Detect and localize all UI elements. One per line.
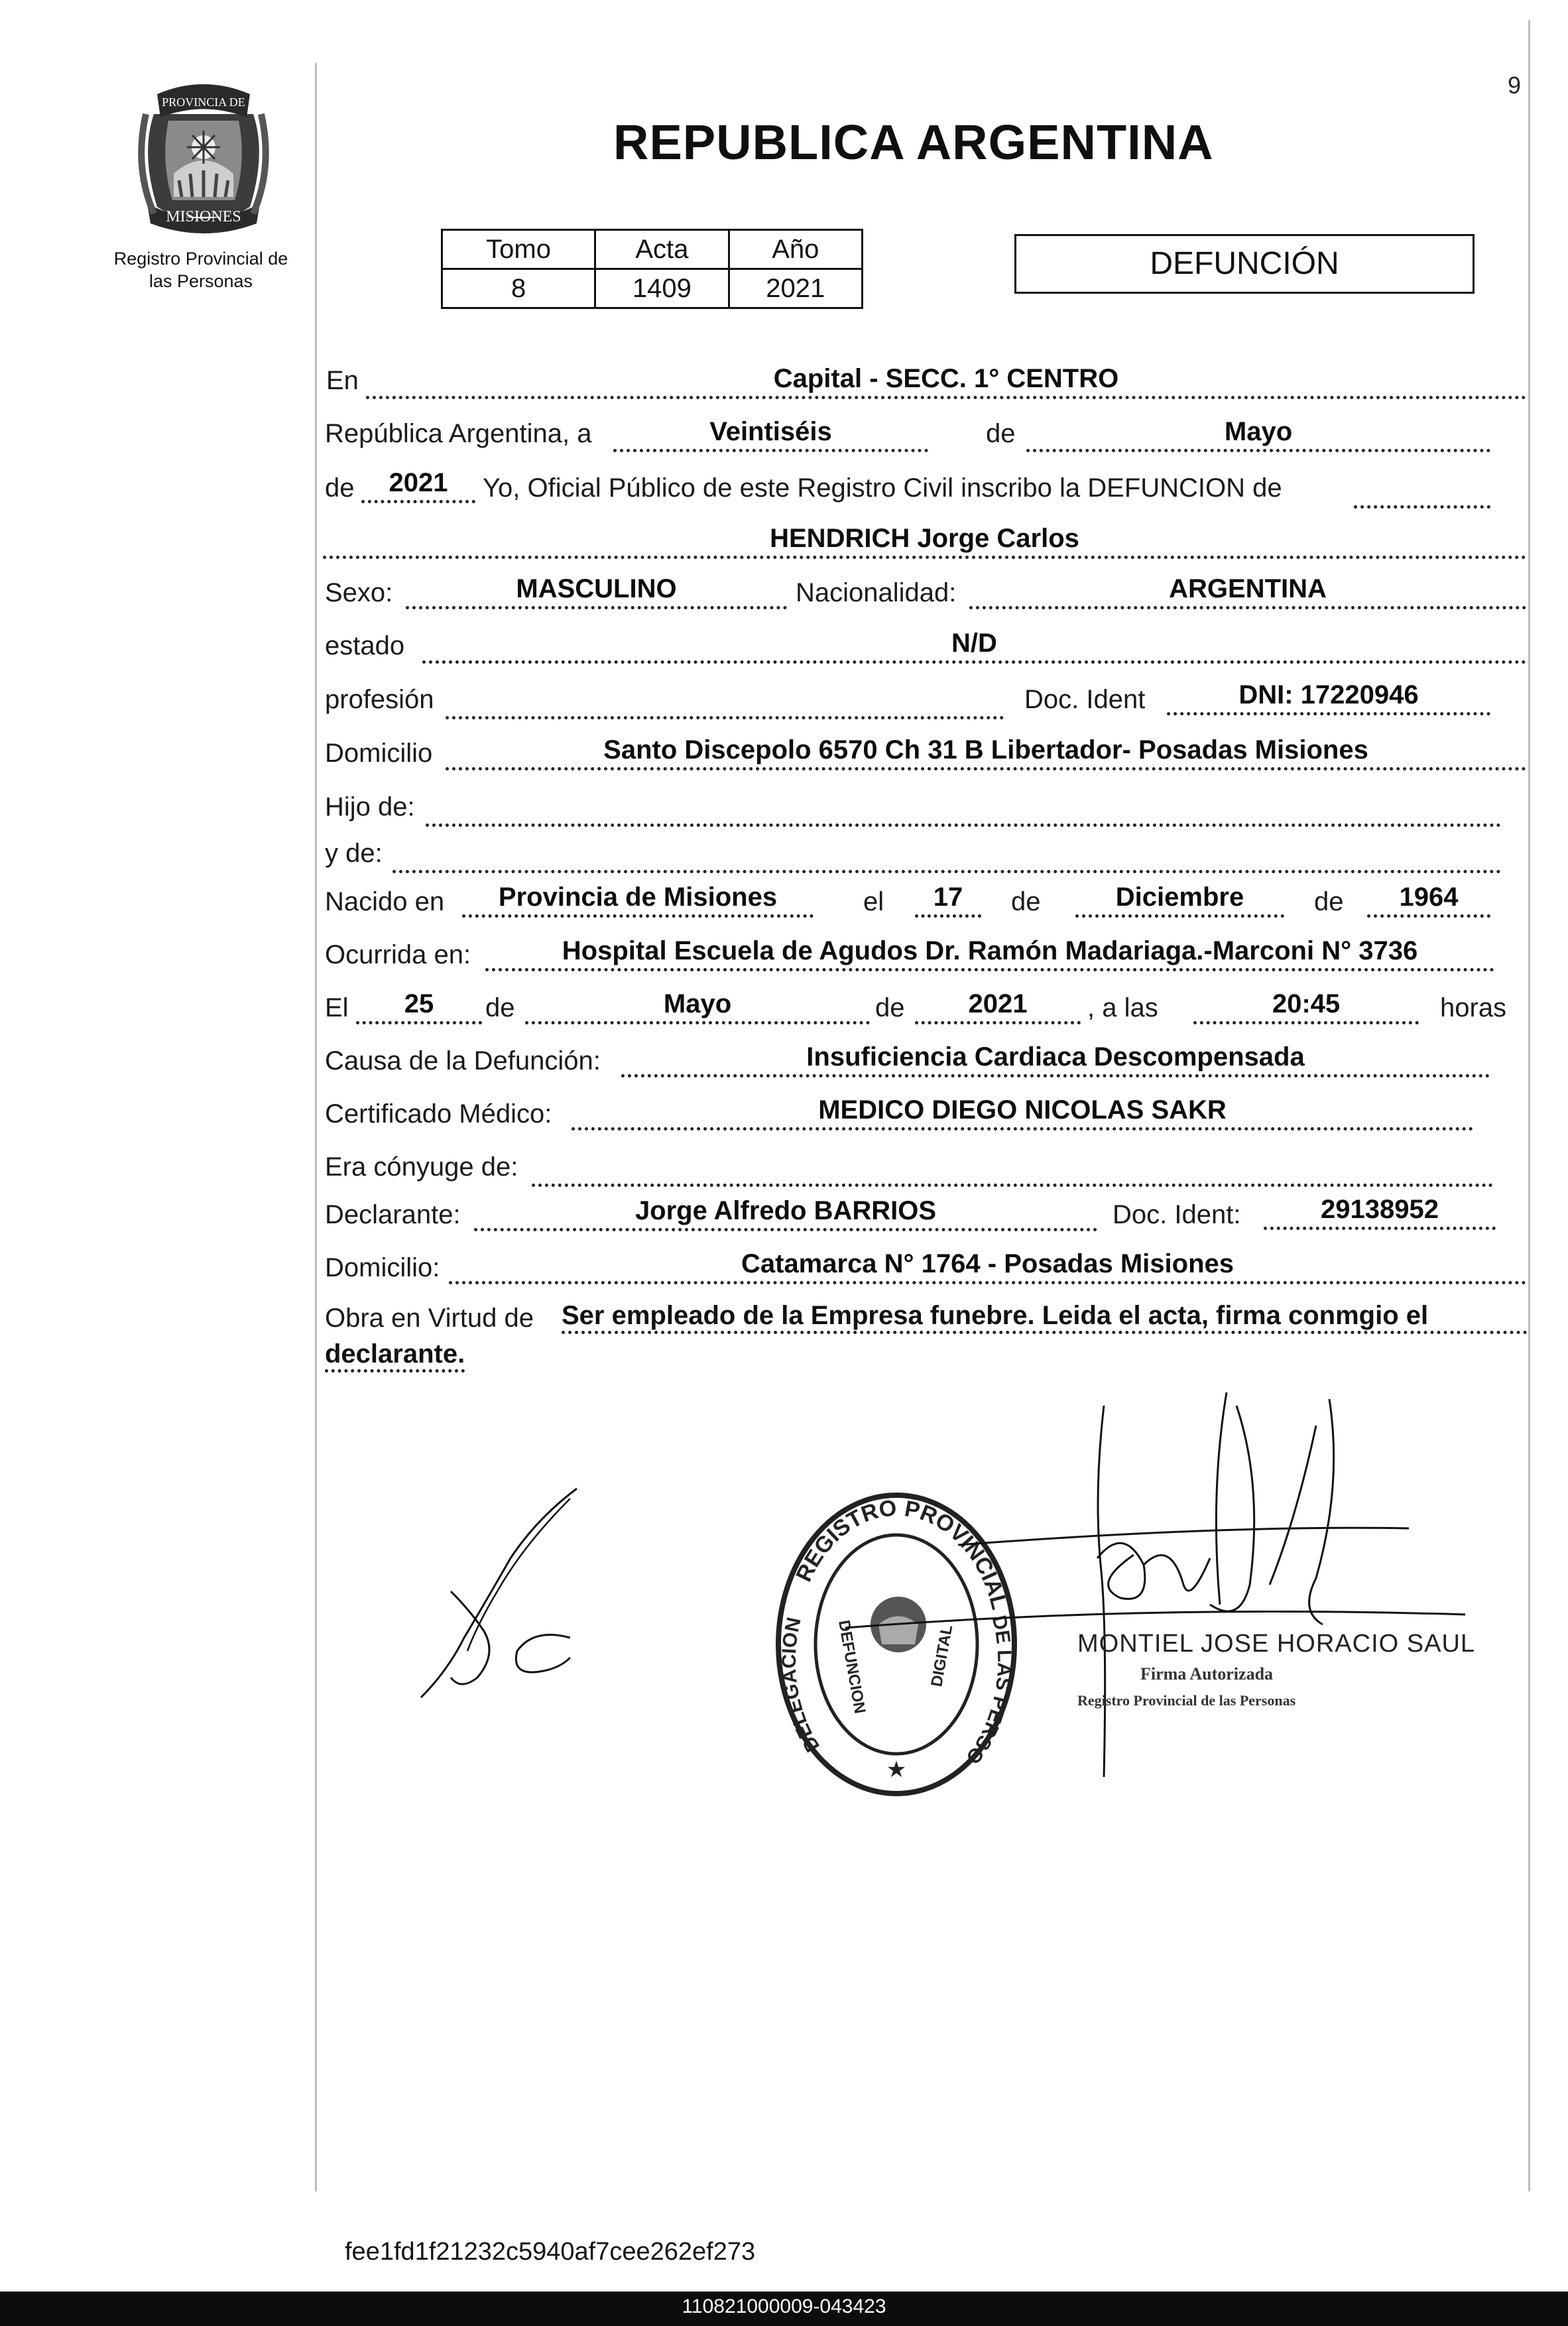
signatory-role: Firma Autorizada <box>1140 1664 1274 1683</box>
left-margin-rule <box>315 63 317 2191</box>
field-causa: Insuficiencia Cardiaca Descompensada <box>621 1040 1490 1077</box>
field-nacido-en: Provincia de Misiones <box>462 880 814 918</box>
registry-caption <box>80 247 322 292</box>
stamp-ring-right-text: DE LAS PERSO <box>961 1613 1016 1768</box>
label-doc-ident-declarante: Doc. Ident: <box>1113 1200 1241 1229</box>
label-sexo: Sexo: <box>325 578 393 607</box>
record-table <box>441 229 863 309</box>
label-declarante: Declarante: <box>325 1200 461 1229</box>
field-nacido-mes: Diciembre <box>1075 880 1284 918</box>
label-nacionalidad: Nacionalidad: <box>796 578 957 607</box>
emblem-bottom-text: MISIONES <box>166 208 241 225</box>
record-table-header: Acta <box>595 230 729 269</box>
label-yo-oficial: Yo, Oficial Público de este Registro Civil inscribo la DEFUNCION de <box>483 473 1282 503</box>
signatory-name: MONTIEL JOSE HORACIO SAUL <box>1077 1630 1476 1658</box>
label-domicilio-declarante: Domicilio: <box>325 1253 440 1282</box>
label-de: de <box>485 993 515 1022</box>
document-hash: fee1fd1f21232c5940af7cee262ef273 <box>345 2238 756 2266</box>
field-hora: 20:45 <box>1193 987 1419 1024</box>
field-dia-inscripcion: Veintiséis <box>613 414 928 452</box>
declarant-signature <box>411 1479 583 1704</box>
field-certificado: MEDICO DIEGO NICOLAS SAKR <box>572 1093 1473 1131</box>
field-anio-inscripcion: 2021 <box>361 465 475 503</box>
field-nombre-fallecido: HENDRICH Jorge Carlos <box>323 521 1526 559</box>
field-nacido-dia: 17 <box>915 880 981 918</box>
field-extra-de <box>1354 471 1490 509</box>
right-margin-rule <box>1528 20 1530 2191</box>
record-table-header: Tomo <box>442 230 595 269</box>
label-el: el <box>863 887 884 916</box>
record-table-header: Año <box>729 230 862 269</box>
record-table-cell: 1409 <box>595 269 729 308</box>
field-profesion <box>446 682 1004 719</box>
page-title: REPUBLICA ARGENTINA <box>613 115 1214 170</box>
stamp-ring-top-text: REGISTRO PROVINCIAL <box>791 1495 1012 1613</box>
record-table-value-row <box>442 269 863 308</box>
record-table-cell: 8 <box>442 269 595 308</box>
field-doc-ident: DNI: 17220946 <box>1167 678 1490 715</box>
field-localidad: Capital - SECC. 1° CENTRO <box>366 361 1526 399</box>
field-sexo: MASCULINO <box>406 572 787 609</box>
record-table-header-row <box>442 230 863 269</box>
field-y-de <box>392 835 1501 873</box>
barcode-text: 110821000009-043423 <box>682 2295 886 2317</box>
stamp-star-icon: ★ <box>886 1757 907 1782</box>
label-ocurrida-en: Ocurrida en: <box>325 940 471 969</box>
label-profesion: profesión <box>325 685 434 714</box>
emblem-top-text: PROVINCIA DE <box>162 95 245 109</box>
field-ocurrida-en: Hospital Escuela de Agudos Dr. Ramón Madariaga.-Marconi N° 3736 <box>485 934 1494 971</box>
registry-caption-line1: Registro Provincial de <box>113 249 288 269</box>
stamp-center-right-text: DIGITAL <box>928 1623 957 1689</box>
field-declarante-domicilio: Catamarca N° 1764 - Posadas Misiones <box>449 1247 1526 1284</box>
field-obra-line1: Ser empleado de la Empresa funebre. Leida el acta, firma conmgio el <box>562 1301 1528 1334</box>
province-emblem <box>127 74 280 233</box>
label-obra-en-virtud: Obra en Virtud de <box>325 1304 534 1333</box>
field-fecha-anio: 2021 <box>915 987 1081 1024</box>
label-el-cap: El <box>325 993 349 1022</box>
field-obra-line2: declarante. <box>325 1339 465 1373</box>
label-horas: horas <box>1440 993 1507 1022</box>
field-conyuge <box>532 1149 1493 1187</box>
label-domicilio: Domicilio <box>325 739 433 768</box>
label-de: de <box>1314 887 1344 916</box>
field-fecha-mes: Mayo <box>525 987 870 1024</box>
authorized-signature <box>746 1386 1488 1784</box>
stamp-center-left-text: DEFUNCION <box>835 1619 869 1715</box>
label-certificado: Certificado Médico: <box>325 1099 552 1129</box>
record-type-box: DEFUNCIÓN <box>1014 234 1475 294</box>
label-a-las: , a las <box>1087 993 1158 1022</box>
label-causa: Causa de la Defunción: <box>325 1046 601 1075</box>
record-table-cell: 2021 <box>729 269 862 308</box>
label-republica: República Argentina, a <box>325 419 592 448</box>
label-estado: estado <box>325 631 405 660</box>
field-estado: N/D <box>422 626 1526 664</box>
label-de: de <box>986 419 1016 448</box>
label-en: En <box>326 366 359 395</box>
field-declarante-doc: 29138952 <box>1264 1192 1496 1230</box>
registry-caption-line2: las Personas <box>149 271 253 291</box>
label-de: de <box>875 993 905 1022</box>
label-doc-ident: Doc. Ident <box>1024 685 1146 714</box>
label-de: de <box>1011 887 1041 916</box>
field-fecha-dia: 25 <box>356 987 482 1024</box>
label-hijo-de: Hijo de: <box>325 792 415 822</box>
field-mes-inscripcion: Mayo <box>1026 414 1490 452</box>
field-domicilio: Santo Discepolo 6570 Ch 31 B Libertador- Posadas Misiones <box>446 733 1526 770</box>
field-nacionalidad: ARGENTINA <box>969 572 1526 609</box>
field-nacido-anio: 1964 <box>1367 880 1490 918</box>
label-y-de: y de: <box>325 839 383 868</box>
label-de: de <box>325 473 355 503</box>
stamp-ring-left-text: DELEGACION <box>778 1615 824 1756</box>
label-nacido-en: Nacido en <box>325 887 445 916</box>
field-hijo-de <box>426 789 1501 827</box>
field-declarante: Jorge Alfredo BARRIOS <box>474 1194 1097 1231</box>
label-conyuge: Era cónyuge de: <box>325 1152 518 1182</box>
page-number: 9 <box>1508 72 1522 99</box>
signatory-office: Registro Provincial de las Personas <box>1077 1692 1296 1709</box>
